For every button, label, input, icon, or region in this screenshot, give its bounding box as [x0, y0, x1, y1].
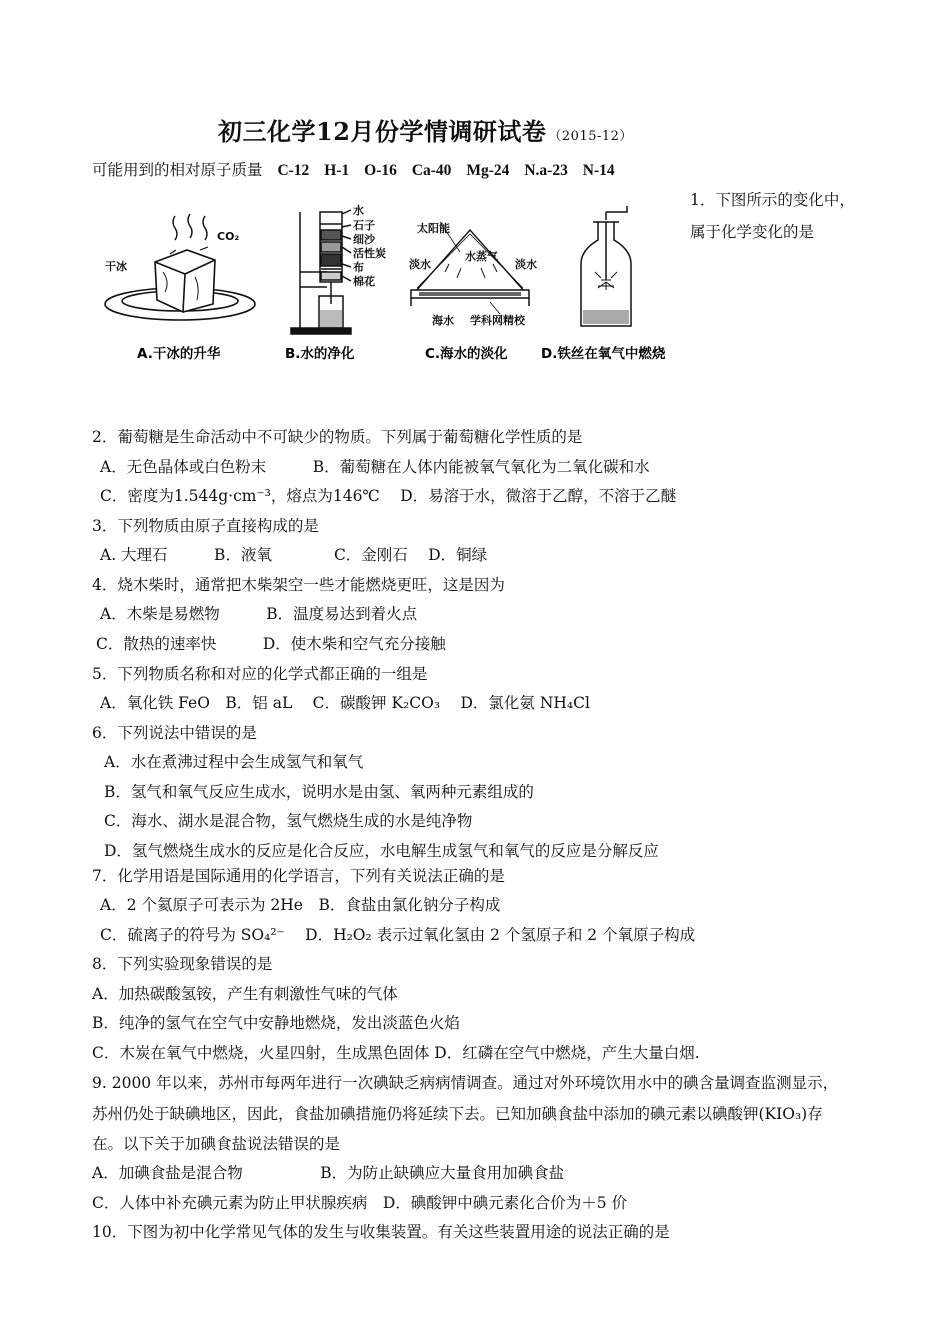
page-title — [218, 112, 633, 147]
q6-option-a: A．水在煮沸过程中会生成氢气和氧气 — [104, 753, 364, 771]
label-fine-sand: 细沙 — [353, 233, 375, 246]
q5-options: A．氧化铁 FeO B．铝 aL C．碳酸钾 K₂CO₃ D．氯化氨 NH₄Cl — [100, 694, 590, 712]
label-pebbles: 石子 — [353, 219, 375, 232]
atomic-masses — [92, 158, 615, 180]
q2-options-cd: C．密度为1.544g·cm⁻³，熔点为146℃ D．易溶于水，微溶于乙醇，不溶于乙醚 — [100, 487, 677, 505]
q9-stem-line1: 9. 2000 年以来，苏州市每两年进行一次碘缺乏病病情调查。通过对外环境饮用水中的碘含量调查监测显示， — [92, 1074, 839, 1092]
q1-line2: 属于化学变化的是 — [690, 223, 815, 241]
mass-c: C-12 — [277, 162, 310, 179]
q9-options-ab: A．加碘食盐是混合物 B．为防止缺碘应大量食用加碘食盐 — [92, 1164, 565, 1182]
q8-options-cd: C．木炭在氧气中燃烧，火星四射，生成黑色固体 D．红磷在空气中燃烧，产生大量白烟. — [92, 1044, 700, 1062]
label-water: 水 — [353, 204, 364, 217]
q8-option-b: B．纯净的氢气在空气中安静地燃烧，发出淡蓝色火焰 — [92, 1014, 460, 1032]
q4-options-cd: C．散热的速率快 D．使木柴和空气充分接触 — [96, 635, 446, 653]
q7-options-cd: C．硫离子的符号为 SO₄²⁻ D．H₂O₂ 表示过氧化氢由 2 个氢原子和 2 个氧原子构成 — [100, 926, 696, 944]
q5-stem: 5．下列物质名称和对应的化学式都正确的一组是 — [92, 665, 428, 683]
label-vapor: 水蒸气 — [465, 250, 498, 263]
q10-stem: 10．下图为初中化学常见气体的发生与收集装置。有关这些装置用途的说法正确的是 — [92, 1223, 670, 1241]
q3-stem: 3．下列物质由原子直接构成的是 — [92, 517, 319, 535]
label-solar: 太阳能 — [417, 222, 450, 235]
masses-label: 可能用到的相对原子质量 — [92, 161, 263, 179]
q3-options: A. 大理石 B．液氧 C．金刚石 D．铜绿 — [100, 546, 488, 564]
water-filter-illustration — [291, 210, 351, 334]
q2-stem: 2．葡萄糖是生命活动中不可缺少的物质。下列属于葡萄糖化学性质的是 — [92, 428, 583, 446]
q6-option-d: D．氢气燃烧生成水的反应是化合反应，水电解生成氢气和氧气的反应是分解反应 — [104, 842, 659, 860]
q1-figure — [95, 192, 685, 372]
label-co2: CO₂ — [217, 230, 240, 243]
q9-stem-line3: 在。以下关于加碘食盐说法错误的是 — [92, 1135, 341, 1153]
mass-n: N-14 — [582, 162, 615, 179]
caption-c: C.海水的淡化 — [425, 346, 508, 362]
title-text: 初三化学12月份学情调研试卷 — [218, 117, 547, 146]
q7-options-ab: A．2 个氦原子可表示为 2He B．食盐由氯化钠分子构成 — [100, 896, 501, 914]
q8-option-a: A．加热碳酸氢铵，产生有刺激性气味的气体 — [92, 985, 398, 1003]
label-dry-ice: 干冰 — [105, 260, 127, 273]
mass-o: O-16 — [364, 162, 397, 179]
mass-ca: Ca-40 — [411, 162, 452, 179]
q6-option-c: C．海水、湖水是混合物，氢气燃烧生成的水是纯净物 — [104, 812, 473, 830]
q4-stem: 4．烧木柴时，通常把木柴架空一些才能燃烧更旺，这是因为 — [92, 576, 505, 594]
label-watermark: 学科网精校 — [470, 314, 525, 327]
caption-b: B.水的净化 — [285, 346, 355, 362]
q1-line1: 1．下图所示的变化中， — [690, 191, 855, 209]
iron-burning-illustration — [581, 206, 631, 326]
title-date: （2015-12） — [548, 129, 633, 144]
label-seawater: 海水 — [432, 314, 454, 327]
q2-options-ab: A．无色晶体或白色粉末 B．葡萄糖在人体内能被氧气氧化为二氧化碳和水 — [100, 458, 650, 476]
caption-d: D.铁丝在氧气中燃烧 — [541, 346, 666, 362]
q9-options-cd: C．人体中补充碘元素为防止甲状腺疾病 D．碘酸钾中碘元素化合价为＋5 价 — [92, 1194, 628, 1212]
mass-mg: Mg-24 — [466, 162, 510, 179]
label-activated-carbon: 活性炭 — [353, 247, 386, 260]
caption-a: A.干冰的升华 — [137, 346, 221, 362]
label-fresh-water-right: 淡水 — [515, 258, 537, 271]
label-cotton: 棉花 — [353, 275, 375, 288]
q7-stem: 7．化学用语是国际通用的化学语言，下列有关说法正确的是 — [92, 867, 505, 885]
mass-na: N.a-23 — [524, 162, 568, 179]
q4-options-ab: A．木柴是易燃物 B．温度易达到着火点 — [100, 605, 418, 623]
q6-option-b: B．氢气和氧气反应生成水，说明水是由氢、氧两种元素组成的 — [104, 783, 534, 801]
label-cloth: 布 — [353, 261, 364, 274]
label-fresh-water-left: 淡水 — [409, 258, 431, 271]
q9-stem-line2: 苏州仍处于缺碘地区，因此，食盐加碘措施仍将延续下去。已知加碘食盐中添加的碘元素以碘酸钾(KIO₃)存 — [92, 1105, 823, 1123]
q8-stem: 8．下列实验现象错误的是 — [92, 955, 273, 973]
mass-h: H-1 — [324, 162, 350, 179]
q6-stem: 6．下列说法中错误的是 — [92, 724, 257, 742]
